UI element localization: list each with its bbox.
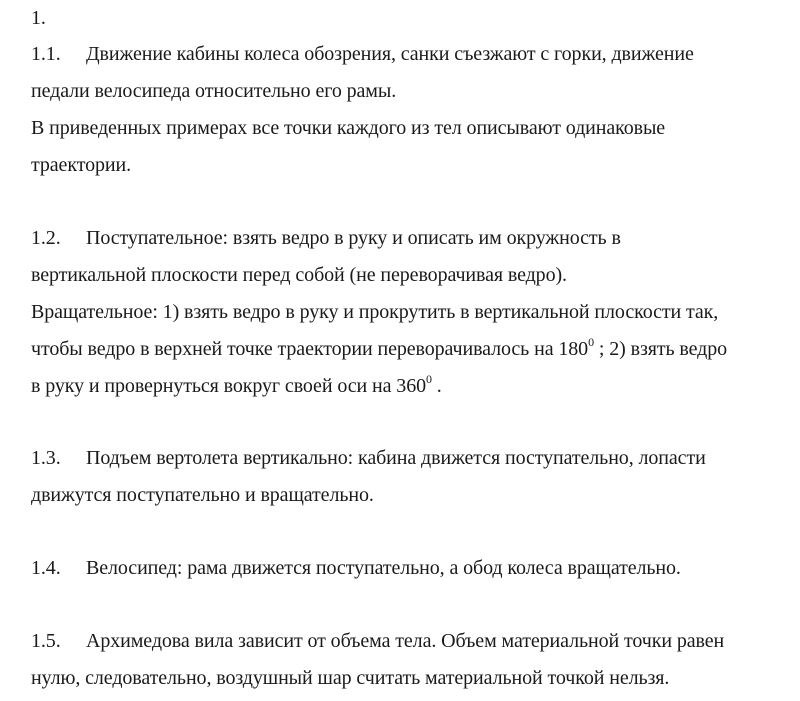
section-number: 1.4. <box>31 557 61 579</box>
paragraph-text: Поступательное: взять ведро в руку и описать им окружность в <box>86 227 621 249</box>
section-number: 1.5. <box>31 630 61 652</box>
paragraph-text: Архимедова вила зависит от объема тела. Объем материальной точки равен <box>86 630 725 652</box>
section-1-3-line-1 <box>31 446 706 470</box>
section-1-2-line-1 <box>31 226 621 250</box>
document-heading: 1. <box>31 7 46 29</box>
section-1-1-line-2: педали велосипеда относительно его рамы. <box>31 80 397 102</box>
paragraph-text: Движение кабины колеса обозрения, санки съезжают с горки, движение <box>86 43 694 65</box>
section-1-4-line-1 <box>31 556 681 580</box>
section-1-2-line-2: вертикальной плоскости перед собой (не переворачивая ведро). <box>31 264 567 286</box>
section-number: 1.1. <box>31 43 61 65</box>
section-1-1-line-3: В приведенных примерах все точки каждого из тел описывают одинаковые <box>31 117 666 139</box>
section-1-1-line-4: траектории. <box>31 154 131 176</box>
section-1-5-line-1 <box>31 629 724 653</box>
section-1-2-line-4 <box>31 337 727 361</box>
degree-superscript: 0 <box>426 372 432 386</box>
degree-superscript: 0 <box>588 335 594 349</box>
paragraph-text: Подъем вертолета вертикально: кабина движется поступательно, лопасти <box>86 447 706 469</box>
paragraph-text: в руку и провернуться вокруг своей оси на 360 <box>31 375 426 397</box>
section-1-2-line-3: Вращательное: 1) взять ведро в руку и прокрутить в вертикальной плоскости так, <box>31 301 719 323</box>
section-number: 1.2. <box>31 227 61 249</box>
section-1-2-line-5 <box>31 374 442 398</box>
paragraph-text: . <box>431 375 442 397</box>
section-1-3-line-2: движутся поступательно и вращательно. <box>31 484 374 506</box>
paragraph-text: ; 2) взять ведро <box>593 338 728 360</box>
section-number: 1.3. <box>31 447 61 469</box>
section-1-5-line-2: нулю, следовательно, воздушный шар считать материальной точкой нельзя. <box>31 667 670 689</box>
paragraph-text: Велосипед: рама движется поступательно, а обод колеса вращательно. <box>86 557 681 579</box>
paragraph-text: чтобы ведро в верхней точке траектории переворачивалось на 180 <box>31 338 589 360</box>
section-1-1-line-1 <box>31 42 694 66</box>
